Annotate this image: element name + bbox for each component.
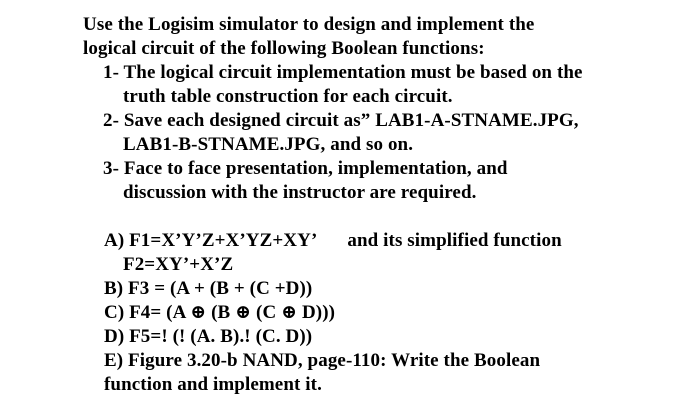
requirement-2-line-2: LAB1-B-STNAME.JPG, and so on.: [123, 134, 414, 155]
requirement-1-line-2: truth table construction for each circuit.: [123, 86, 453, 107]
function-c: C) F4= (A ⊕ (B ⊕ (C ⊕ D))): [104, 302, 336, 323]
requirement-3-line-2: discussion with the instructor are required.: [123, 182, 477, 203]
function-d: D) F5=! (! (A. B).! (C. D)): [104, 326, 313, 347]
function-e-line-2: function and implement it.: [104, 374, 322, 395]
requirement-1-line-1: 1- The logical circuit implementation must be based on the: [103, 62, 583, 83]
function-a-expression: A) F1=X’Y’Z+X’YZ+XY’: [104, 230, 318, 251]
intro-line-2: logical circuit of the following Boolean functions:: [83, 38, 485, 59]
requirement-2-line-1: 2- Save each designed circuit as” LAB1-A-STNAME.JPG,: [103, 110, 579, 131]
function-b: B) F3 = (A + (B + (C +D)): [104, 278, 313, 299]
requirement-3-line-1: 3- Face to face presentation, implementation, and: [103, 158, 508, 179]
function-e-line-1: E) Figure 3.20-b NAND, page-110: Write the Boolean: [104, 350, 541, 371]
intro-line-1: Use the Logisim simulator to design and implement the: [83, 14, 535, 35]
function-a-line-1: [104, 230, 562, 252]
function-a-line-2: F2=XY’+X’Z: [123, 254, 234, 275]
function-a-tail: and its simplified function: [347, 230, 562, 251]
